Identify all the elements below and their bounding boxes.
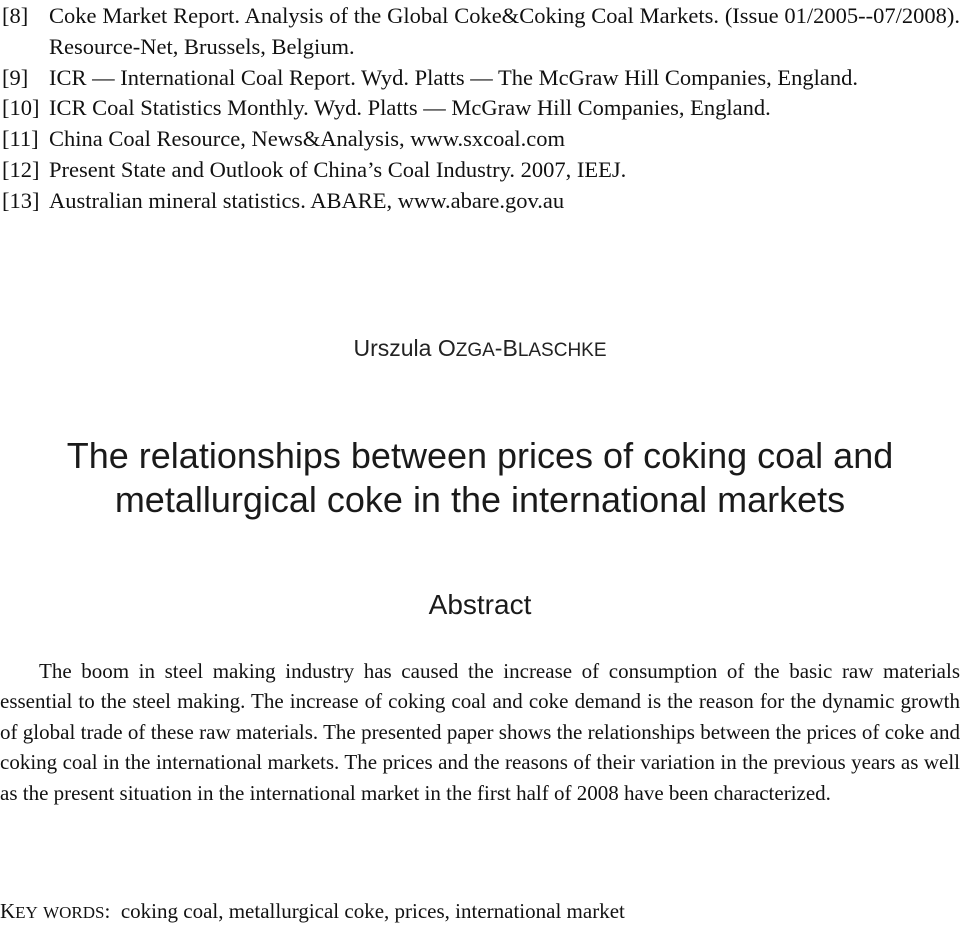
reference-item (0, 186, 960, 217)
author-first-name: Urszula (353, 335, 432, 361)
abstract-body: The boom in steel making industry has caused the increase of consumption of the basic raw materials essential to the steel making. The increase of coking coal and coke demand is the reason for the dynamic growth of global trade of these raw materials. The presented paper shows the relationships between the prices of coke and coking coal in the international markets. The prices and the reasons of their variation in the previous years as well as the present situation in the international market in the first half of 2008 have been characterized. (0, 659, 960, 805)
keywords-label-initial-1: K (0, 899, 16, 923)
reference-text: ICR — International Coal Report. Wyd. Platts — The McGraw Hill Companies, England. (49, 64, 858, 90)
reference-text: ICR Coal Statistics Monthly. Wyd. Platts — McGraw Hill Companies, England. (49, 95, 771, 121)
abstract-heading: Abstract (428, 589, 532, 620)
reference-item (0, 93, 960, 124)
paper-title-line-2: metallurgical coke in the international markets (114, 479, 846, 520)
reference-number: [13] (2, 187, 40, 213)
author-last-name-initial-2: B (502, 335, 518, 361)
references-list (0, 0, 960, 217)
keywords-label-rest-1: EY (15, 903, 38, 922)
paper-title (0, 434, 960, 522)
author-last-name-initial-1: O (437, 335, 456, 361)
reference-item (0, 155, 960, 186)
reference-number: [9] (2, 64, 29, 90)
reference-text: Present State and Outlook of China’s Coal Industry. 2007, IEEJ. (49, 156, 627, 182)
author-last-name-rest-1: ZGA (455, 340, 495, 361)
reference-number: [10] (2, 95, 40, 121)
keywords-label-rest-2: ORDS (59, 903, 105, 922)
reference-text: China Coal Resource, News&Analysis, www.sxcoal.com (49, 126, 565, 152)
author-name (0, 333, 960, 366)
author-last-name-hyphen: - (494, 335, 503, 361)
author-last-name-rest-2: LASCHKE (517, 340, 607, 361)
keywords-value: coking coal, metallurgical coke, prices, international market (120, 899, 625, 923)
reference-item (0, 63, 960, 94)
keywords-label-colon: : (104, 899, 111, 923)
paper-title-line-1: The relationships between prices of coking coal and (66, 435, 894, 476)
reference-text: Coke Market Report. Analysis of the Global Coke&Coking Coal Markets. (Issue 01/2005--07/2008). Resource-Net, Brussels, Belgium. (49, 3, 960, 59)
reference-item (0, 1, 960, 63)
reference-item (0, 124, 960, 155)
reference-number: [11] (2, 126, 39, 152)
keywords-label-initial-2: W (43, 903, 60, 922)
reference-number: [8] (2, 3, 29, 28)
keywords-line (0, 897, 960, 927)
reference-text: Australian mineral statistics. ABARE, www.abare.gov.au (49, 187, 565, 213)
reference-number: [12] (2, 156, 40, 182)
